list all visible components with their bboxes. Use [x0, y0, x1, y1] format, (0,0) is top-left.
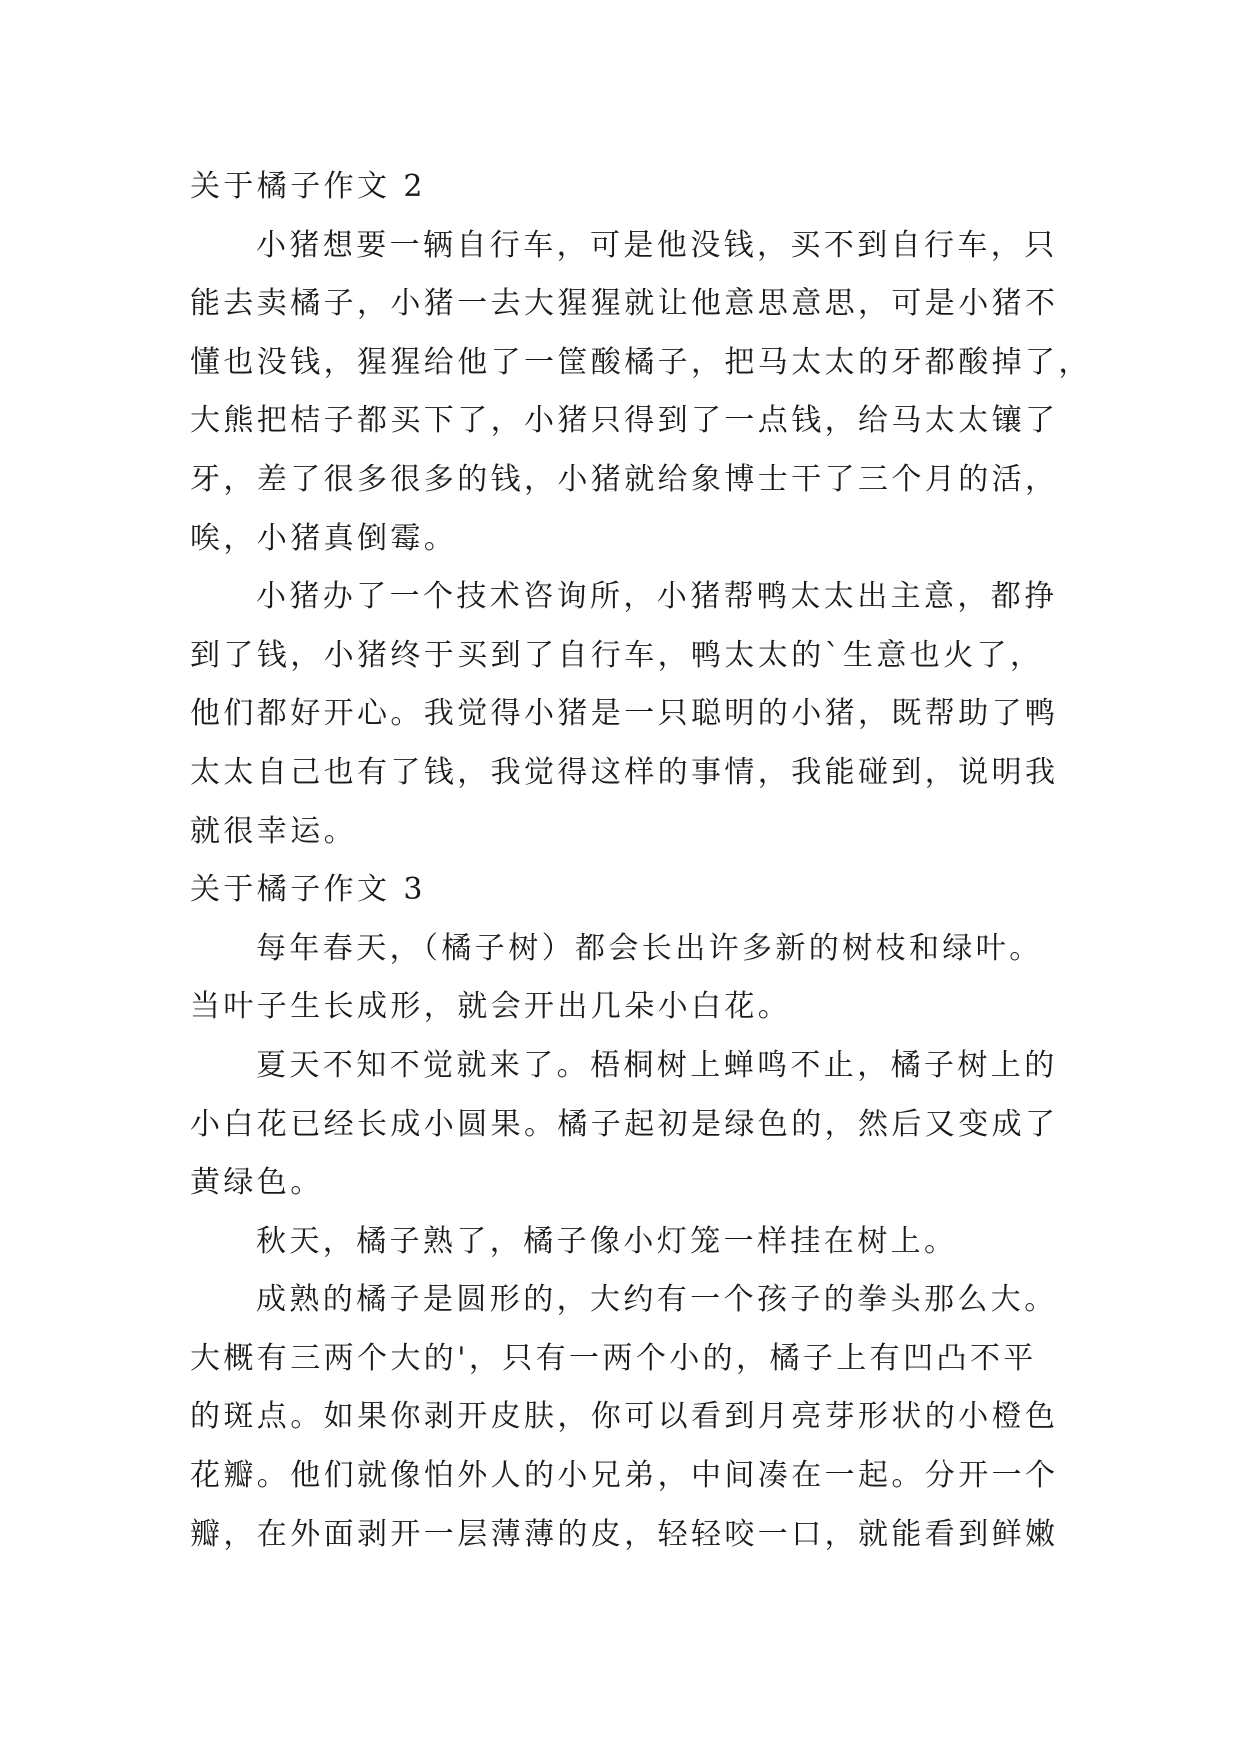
text-line: 夏天不知不觉就来了。梧桐树上蝉鸣不止，橘子树上的 — [256, 1047, 1058, 1083]
text-line: 小猪办了一个技术咨询所，小猪帮鸭太太出主意，都挣 — [256, 579, 1058, 615]
text-line: 大熊把桔子都买下了，小猪只得到了一点钱，给马太太镶了 — [190, 403, 1059, 439]
text-line: 能去卖橘子，小猪一去大猩猩就让他意思意思，可是小猪不 — [190, 286, 1059, 322]
text-line: 唉，小猪真倒霉。 — [190, 520, 458, 556]
text-line: 秋天，橘子熟了，橘子像小灯笼一样挂在树上。 — [256, 1223, 958, 1259]
text-line: 成熟的橘子是圆形的，大约有一个孩子的拳头那么大。 — [256, 1282, 1058, 1318]
text-line: 太太自己也有了钱，我觉得这样的事情，我能碰到，说明我 — [190, 754, 1059, 790]
text-line: 到了钱，小猪终于买到了自行车，鸭太太的`生意也火了， — [190, 637, 1044, 673]
text-line: 黄绿色。 — [190, 1165, 324, 1201]
text-line: 瓣，在外面剥开一层薄薄的皮，轻轻咬一口，就能看到鲜嫩 — [190, 1516, 1059, 1552]
text-line: 大概有三两个大的'，只有一两个小的，橘子上有凹凸不平 — [190, 1340, 1037, 1376]
text-line: 懂也没钱，猩猩给他了一筐酸橘子，把马太太的牙都酸掉了， — [190, 344, 1092, 380]
text-line: 每年春天，（橘子树）都会长出许多新的树枝和绿叶。 — [256, 930, 1043, 966]
section-heading: 关于橘子作文 3 — [190, 872, 426, 908]
text-line: 当叶子生长成形，就会开出几朵小白花。 — [190, 989, 792, 1025]
text-line: 他们都好开心。我觉得小猪是一只聪明的小猪，既帮助了鸭 — [190, 696, 1059, 732]
text-line: 小白花已经长成小圆果。橘子起初是绿色的，然后又变成了 — [190, 1106, 1059, 1142]
document-page — [190, 158, 1092, 1564]
text-line: 小猪想要一辆自行车，可是他没钱，买不到自行车，只 — [256, 227, 1058, 263]
text-line: 的斑点。如果你剥开皮肤，你可以看到月亮芽形状的小橙色 — [190, 1399, 1059, 1435]
text-line: 就很幸运。 — [190, 813, 357, 849]
text-line: 花瓣。他们就像怕外人的小兄弟，中间凑在一起。分开一个 — [190, 1458, 1059, 1494]
section-heading: 关于橘子作文 2 — [190, 169, 426, 204]
text-line: 牙，差了很多很多的钱，小猪就给象博士干了三个月的活， — [190, 461, 1059, 497]
